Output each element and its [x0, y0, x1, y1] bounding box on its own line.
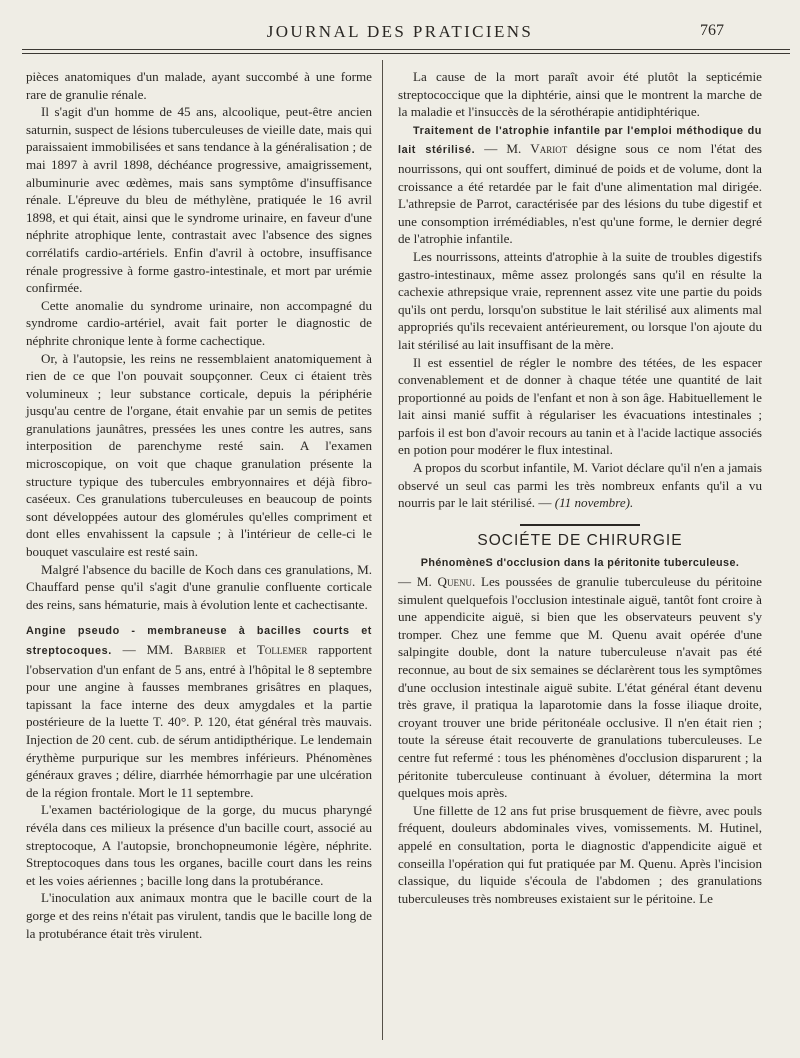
column-divider: [382, 60, 383, 1040]
paragraph: Il est essentiel de régler le nombre des tétées, de les espacer convenablement et de donner à chaque tétée une quantité de lait proportionné au poids de l'enfant et non à son âge. Habituellement le lait ainsi manié suffit à régulariser les évacuations intestinales ; parfois il est bon d'avoir recours au tanin et à l'acide lactique associés en potion pour modérer le flux intestinal.: [398, 354, 762, 458]
paragraph: L'examen bactériologique de la gorge, du mucus pharyngé révéla dans ces milieux la présence d'un bacille court, associé au streptocoque, A l'autopsie, bronchopneumonie légère, néphrite. Streptocoques dans tous les organes, bacille court dans les reins et les voies aériennes ; bacille long dans la protubérance.: [26, 802, 372, 888]
page-header: [0, 0, 800, 52]
paragraph: [398, 459, 762, 512]
article-title: Angine pseudo - membraneuse à bacilles courts et streptocoques.: [26, 625, 372, 657]
section-subheading: PhénomèneS d'occlusion dans la péritonite tuberculeuse.: [420, 557, 740, 570]
author-name: Barbier: [183, 642, 226, 657]
author-name: Quenu: [437, 574, 472, 590]
paragraph-text: A propos du scorbut infantile, M. Variot déclare qu'il n'en a jamais observé un seul cas parmi les très nombreux enfants qu'il a vu nourris par le lait stérilisé. —: [398, 460, 762, 511]
quenu-article: [398, 573, 762, 802]
page-number: 767: [700, 22, 724, 39]
dash: — M.: [475, 141, 531, 157]
left-column: [26, 68, 372, 942]
author-name: Tollemer: [256, 642, 308, 657]
angine-article: [26, 621, 372, 801]
dash: — MM.: [111, 642, 184, 657]
header-rule-double: [22, 53, 790, 54]
date: (11 novembre).: [554, 495, 634, 511]
paragraph: Cette anomalie du syndrome urinaire, non accompagné du syndrome cardio-artériel, avait fait porter le diagnostic de néphrite chronique lente à forme cachectique.: [26, 297, 372, 348]
article-body: rapportent l'observation d'un enfant de 5 ans, entré à l'hôpital le 8 septembre pour une angine à fausses membranes grisâtres en plaques, tapissant la face interne des deux amygdales et la partie postérieure de la luette T. 40°. P. 120, état général très mauvais. Injection de 20 cent. cub. de sérum antidipthérique. Le lendemain érythème purpurique sur les membres inférieurs. Phénomènes généraux graves ; délire, diarrhée hémorrhagie par une ulcération de la région frontale. Mort le 11 septembre.: [26, 642, 372, 800]
paragraph: Or, à l'autopsie, les reins ne ressemblaient anatomiquement à rien de ce que l'on pouvait soupçonner. Ceux ci étaient très volumineux ; leur substance corticale, depuis la périphérie jusqu'au centre de l'organe, était envahie par un semis de petites granulations jaunâtres, pressées les unes contre les autres, sans interposition de parenchyme resté sain. A l'examen microscopique, on voit que chaque granulation présente la structure typique des tubercules embryonnaires et déjà fibro-caséeux. Ces granulations tuberculeuses en beaucoup de points sont développées autour des glomérules qu'elles compriment et dont elles envahissent la capsule ; à l'intérieur de celle-ci le bouquet vasculaire est resté sain.: [26, 350, 372, 560]
society-heading: SOCIÉTE DE CHIRURGIE: [477, 531, 683, 549]
paragraph: Une fillette de 12 ans fut prise brusquement de fièvre, avec pouls fréquent, douleurs abdominales vives, vomissements. M. Hutinel, appelé en consultation, porta le diagnostic d'appendicite aiguë et conseilla l'opération qui fut pratiquée par M. Quenu. Après l'incision classique, du liquide s'écoula de l'abdomen ; des granulations tuberculeuses très nombreuses existaient sur le péritoine. Le: [398, 802, 762, 906]
paragraph: Malgré l'absence du bacille de Koch dans ces granulations, M. Chauffard pense qu'il s'agit d'une granulie confluente corticale des reins, sans hématurie, mais à évolution lente et cachectisante.: [26, 561, 372, 612]
conjunction: et: [225, 642, 257, 657]
section-rule: [520, 524, 640, 526]
author-name: Variot: [530, 141, 568, 157]
running-title: JOURNAL DES PRATICIENS: [266, 22, 534, 41]
paragraph: L'inoculation aux animaux montra que le bacille court de la gorge et des reins n'était pas virulent, tandis que le bacille long de la protubérance était très virulent.: [26, 890, 372, 941]
paragraph: La cause de la mort paraît avoir été plutôt la septicémie streptococcique que la diphtérie, ainsi que le montrent la marche de la maladie et l'insuccès de la sérothérapie antidiphtérique.: [398, 69, 762, 120]
paragraph: Il s'agit d'un homme de 45 ans, alcoolique, peut-être ancien saturnin, suspect de lésions tuberculeuses de vieille date, mais qui paraissaient immobilisées et sans tendance à la généralisation ; de mai 1897 à avril 1898, déchéance progressive, amaigrissement, albuminurie avec œdèmes, mais sans symptôme d'insuffisance rénale. L'épreuve du bleu de méthylène, pratiquée le 16 avril 1898, et qui était, ainsi que le syndrome urinaire, en faveur d'une néphrite atrophique lente, contrastait avec l'absence des signes corrélatifs cardio-artériels. Enfin d'avril à octobre, insuffisance rénale progressive à forme gastro-intestinale, et mort par urémie confirmée.: [26, 104, 372, 296]
article-body: . Les poussées de granulie tuberculeuse du péritoine simulent quelquefois l'occlusion intestinale aiguë, tantôt font croire à une appendicite aiguë, si bien que les observateurs peuvent s'y tromper. Chez une femme que M. Quenu avait opérée d'une salpingite double, dont la nature tuberculeuse n'avait pas été reconnue, au bout de six semaines se déclarèrent tous les symptômes d'une occlusion intestinale aiguë subite. L'état général étant devenu très grave, il pratiqua la laparotomie dans la fosse iliaque droite, croyant trouver une bride péritonéale occlusive. Il n'en était rien ; toute la séreuse était recouverte de granulations tuberculeuses. Le centre fut refermé : tous les phénomènes d'occlusion disparurent ; la péritonite tuberculeuse continuant à évoluer, détermina la mort quelques mois après.: [398, 574, 762, 801]
article-body: désigne sous ce nom l'état des nourrissons, qui ont souffert, diminué de poids et de volume, dont la croissance a été retardée par le fait d'une alimentation mal dirigée. L'athrepsie de Parrot, caractérisée par des lésions du tube digestif et une consomption irrémédiables, n'est qu'une forme, le dernier degré de l'atrophie infantile.: [398, 141, 762, 247]
traitement-article: [398, 121, 762, 248]
article-title: Traitement de l'atrophie infantile par l'emploi méthodique du lait stérilisé.: [398, 124, 762, 157]
header-rule: [22, 49, 790, 50]
paragraph: Les nourrissons, atteints d'atrophie à la suite de troubles digestifs gastro-intestinaux, même assez prolongés sans qu'il en résulte la cachexie athrepsique vraie, reprennent assez vite une partie du poids qu'ils ont perdu, lorsqu'on substitue le lait stérilisé aux aliments mal appropriés qu'ils recevaient antérieurement, ou lorsque l'on ajoute du lait stérilisé au lait insuffisant de la mère.: [398, 248, 762, 352]
right-column: [398, 68, 762, 907]
paragraph: pièces anatomiques d'un malade, ayant succombé à une forme rare de granulie rénale.: [26, 69, 372, 102]
dash: — M.: [398, 574, 438, 590]
